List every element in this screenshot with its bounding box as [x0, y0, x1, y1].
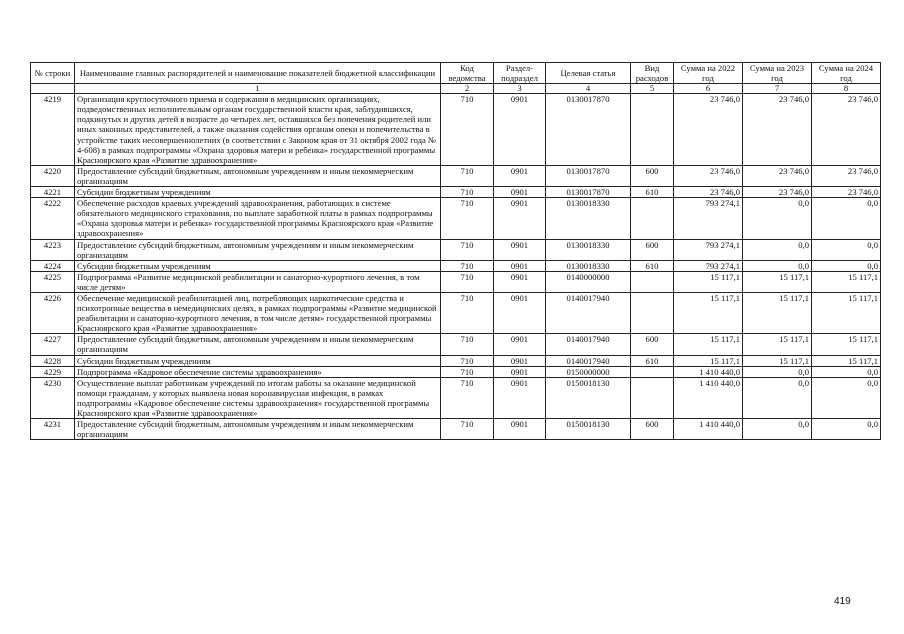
row-sum-2024: 15 117,1	[812, 271, 881, 292]
row-sum-2023: 0,0	[743, 366, 812, 377]
row-type	[631, 377, 674, 418]
row-sum-2024: 0,0	[812, 260, 881, 271]
row-sum-2024: 0,0	[812, 419, 881, 440]
index-cell-5: 5	[631, 84, 674, 94]
table-row	[31, 377, 881, 418]
header-code: Код ведомства	[441, 63, 494, 84]
row-name: Субсидии бюджетным учреждениям	[75, 260, 441, 271]
row-code: 710	[441, 239, 494, 260]
page-number: 419	[834, 596, 851, 607]
row-section: 0901	[494, 355, 546, 366]
row-sum-2023: 0,0	[743, 198, 812, 239]
row-code: 710	[441, 260, 494, 271]
row-code: 710	[441, 94, 494, 166]
row-code: 710	[441, 366, 494, 377]
row-number: 4221	[31, 187, 75, 198]
row-sum-2023: 0,0	[743, 377, 812, 418]
row-sum-2022: 1 410 440,0	[674, 366, 743, 377]
row-name: Предоставление субсидий бюджетным, автономным учреждениям и иным некоммерческим организациям	[75, 165, 441, 186]
row-type: 610	[631, 260, 674, 271]
table-row	[31, 198, 881, 239]
row-code: 710	[441, 334, 494, 355]
row-section: 0901	[494, 187, 546, 198]
row-sum-2023: 0,0	[743, 239, 812, 260]
header-sum-2022: Сумма на 2022 год	[674, 63, 743, 84]
row-name: Субсидии бюджетным учреждениям	[75, 187, 441, 198]
header-num: № строки	[31, 63, 75, 84]
row-section: 0901	[494, 271, 546, 292]
row-type	[631, 94, 674, 166]
budget-table	[30, 62, 881, 440]
row-type	[631, 292, 674, 333]
index-cell-6: 6	[674, 84, 743, 94]
row-name: Субсидии бюджетным учреждениям	[75, 355, 441, 366]
row-target: 0130018330	[546, 260, 631, 271]
row-sum-2022: 15 117,1	[674, 334, 743, 355]
row-section: 0901	[494, 292, 546, 333]
row-name: Осуществление выплат работникам учреждений по итогам работы за оказание медицинской помощи гражданам, у которых выявлена новая коронавирусная инфекция, в рамках подпрограммы «Кадровое обеспечение системы здравоохранения» государственной программы Красноярского края «Развитие здравоохранения»	[75, 377, 441, 418]
index-cell-3: 3	[494, 84, 546, 94]
row-sum-2022: 23 746,0	[674, 187, 743, 198]
row-sum-2022: 793 274,1	[674, 239, 743, 260]
row-number: 4226	[31, 292, 75, 333]
index-cell-7: 7	[743, 84, 812, 94]
header-name: Наименование главных распорядителей и наименование показателей бюджетной классификации	[75, 63, 441, 84]
index-cell-blank	[31, 84, 75, 94]
row-code: 710	[441, 292, 494, 333]
row-number: 4220	[31, 165, 75, 186]
row-sum-2024: 23 746,0	[812, 165, 881, 186]
table-row	[31, 94, 881, 166]
row-type: 600	[631, 239, 674, 260]
row-target: 0150018130	[546, 377, 631, 418]
row-target: 0140017940	[546, 355, 631, 366]
row-target: 0150018130	[546, 419, 631, 440]
row-sum-2023: 23 746,0	[743, 165, 812, 186]
row-sum-2022: 1 410 440,0	[674, 419, 743, 440]
row-section: 0901	[494, 94, 546, 166]
row-type	[631, 366, 674, 377]
row-section: 0901	[494, 377, 546, 418]
row-number: 4228	[31, 355, 75, 366]
index-cell-8: 8	[812, 84, 881, 94]
row-name: Предоставление субсидий бюджетным, автономным учреждениям и иным некоммерческим организациям	[75, 239, 441, 260]
table-row	[31, 355, 881, 366]
row-sum-2024: 15 117,1	[812, 292, 881, 333]
row-section: 0901	[494, 366, 546, 377]
row-sum-2023: 23 746,0	[743, 187, 812, 198]
row-target: 0140017940	[546, 292, 631, 333]
row-sum-2024: 0,0	[812, 377, 881, 418]
row-number: 4223	[31, 239, 75, 260]
row-target: 0140000000	[546, 271, 631, 292]
row-sum-2022: 15 117,1	[674, 271, 743, 292]
row-type: 610	[631, 355, 674, 366]
header-type: Вид расходов	[631, 63, 674, 84]
row-sum-2022: 793 274,1	[674, 198, 743, 239]
row-sum-2023: 15 117,1	[743, 271, 812, 292]
row-number: 4225	[31, 271, 75, 292]
row-number: 4231	[31, 419, 75, 440]
header-section: Раздел-подраздел	[494, 63, 546, 84]
row-code: 710	[441, 419, 494, 440]
row-target: 0130018330	[546, 198, 631, 239]
row-section: 0901	[494, 334, 546, 355]
row-type: 610	[631, 187, 674, 198]
row-number: 4219	[31, 94, 75, 166]
table-row	[31, 334, 881, 355]
header-sum-2023: Сумма на 2023 год	[743, 63, 812, 84]
row-code: 710	[441, 271, 494, 292]
row-target: 0130018330	[546, 239, 631, 260]
row-code: 710	[441, 165, 494, 186]
row-number: 4227	[31, 334, 75, 355]
row-sum-2024: 0,0	[812, 198, 881, 239]
row-number: 4230	[31, 377, 75, 418]
row-sum-2022: 15 117,1	[674, 355, 743, 366]
row-type: 600	[631, 165, 674, 186]
row-code: 710	[441, 377, 494, 418]
row-sum-2023: 15 117,1	[743, 292, 812, 333]
header-sum-2024: Сумма на 2024 год	[812, 63, 881, 84]
row-sum-2023: 23 746,0	[743, 94, 812, 166]
table-row	[31, 239, 881, 260]
table-row	[31, 292, 881, 333]
table-row	[31, 419, 881, 440]
row-code: 710	[441, 187, 494, 198]
row-section: 0901	[494, 165, 546, 186]
row-section: 0901	[494, 260, 546, 271]
row-code: 710	[441, 355, 494, 366]
header-row	[31, 63, 881, 84]
row-target: 0140017940	[546, 334, 631, 355]
row-code: 710	[441, 198, 494, 239]
row-name: Предоставление субсидий бюджетным, автономным учреждениям и иным некоммерческим организациям	[75, 334, 441, 355]
row-type	[631, 271, 674, 292]
row-name: Организация круглосуточного приема и содержания в медицинских организациях, подведомственных исполнительным органам государственной власти края, заблудившихся, подкинутых и других детей в возрасте до четырех лет, оставшихся без попечения родителей или иных законных представителей, а также оказания содействия органам опеки и попечительства в устройстве таких несовершеннолетних (в соответствии с Законом края от 31 октября 2002 года № 4-608) в рамках подпрограммы «Охрана здоровья матери и ребенка» государственной программы Красноярского края «Развитие здравоохранения»	[75, 94, 441, 166]
row-number: 4229	[31, 366, 75, 377]
header-target: Целевая статья	[546, 63, 631, 84]
row-sum-2024: 15 117,1	[812, 334, 881, 355]
row-target: 0130017870	[546, 94, 631, 166]
row-sum-2024: 23 746,0	[812, 94, 881, 166]
row-sum-2023: 0,0	[743, 419, 812, 440]
row-target: 0130017870	[546, 165, 631, 186]
row-sum-2022: 793 274,1	[674, 260, 743, 271]
row-name: Подпрограмма «Кадровое обеспечение системы здравоохранения»	[75, 366, 441, 377]
row-section: 0901	[494, 198, 546, 239]
table-row	[31, 366, 881, 377]
row-sum-2023: 0,0	[743, 260, 812, 271]
table-row	[31, 260, 881, 271]
index-cell-2: 2	[441, 84, 494, 94]
row-type: 600	[631, 419, 674, 440]
row-sum-2024: 15 117,1	[812, 355, 881, 366]
row-sum-2022: 15 117,1	[674, 292, 743, 333]
row-sum-2023: 15 117,1	[743, 334, 812, 355]
column-index-row	[31, 84, 881, 94]
row-section: 0901	[494, 239, 546, 260]
table-row	[31, 165, 881, 186]
row-type	[631, 198, 674, 239]
row-target: 0130017870	[546, 187, 631, 198]
index-cell-1: 1	[75, 84, 441, 94]
row-name: Предоставление субсидий бюджетным, автономным учреждениям и иным некоммерческим организациям	[75, 419, 441, 440]
row-name: Подпрограмма «Развитие медицинской реабилитации и санаторно-курортного лечения, в том числе детям»	[75, 271, 441, 292]
table-row	[31, 271, 881, 292]
row-name: Обеспечение медицинской реабилитацией лиц, потребляющих наркотические средства и психотропные вещества в немедицинских целях, в рамках подпрограммы «Развитие медицинской реабилитации и санаторно-курортного лечения, в том числе детям» государственной программы Красноярского края «Развитие здравоохранения»	[75, 292, 441, 333]
table-row	[31, 187, 881, 198]
row-type: 600	[631, 334, 674, 355]
row-sum-2022: 23 746,0	[674, 94, 743, 166]
row-sum-2024: 0,0	[812, 366, 881, 377]
row-target: 0150000000	[546, 366, 631, 377]
row-sum-2024: 23 746,0	[812, 187, 881, 198]
row-sum-2024: 0,0	[812, 239, 881, 260]
row-section: 0901	[494, 419, 546, 440]
row-number: 4222	[31, 198, 75, 239]
row-number: 4224	[31, 260, 75, 271]
index-cell-4: 4	[546, 84, 631, 94]
row-sum-2023: 15 117,1	[743, 355, 812, 366]
row-sum-2022: 23 746,0	[674, 165, 743, 186]
row-sum-2022: 1 410 440,0	[674, 377, 743, 418]
row-name: Обеспечение расходов краевых учреждений здравоохранения, работающих в системе обязательного медицинского страхования, по выплате заработной платы в рамках подпрограммы «Охрана здоровья матери и ребенка» государственной программы Красноярского края «Развитие здравоохранения»	[75, 198, 441, 239]
